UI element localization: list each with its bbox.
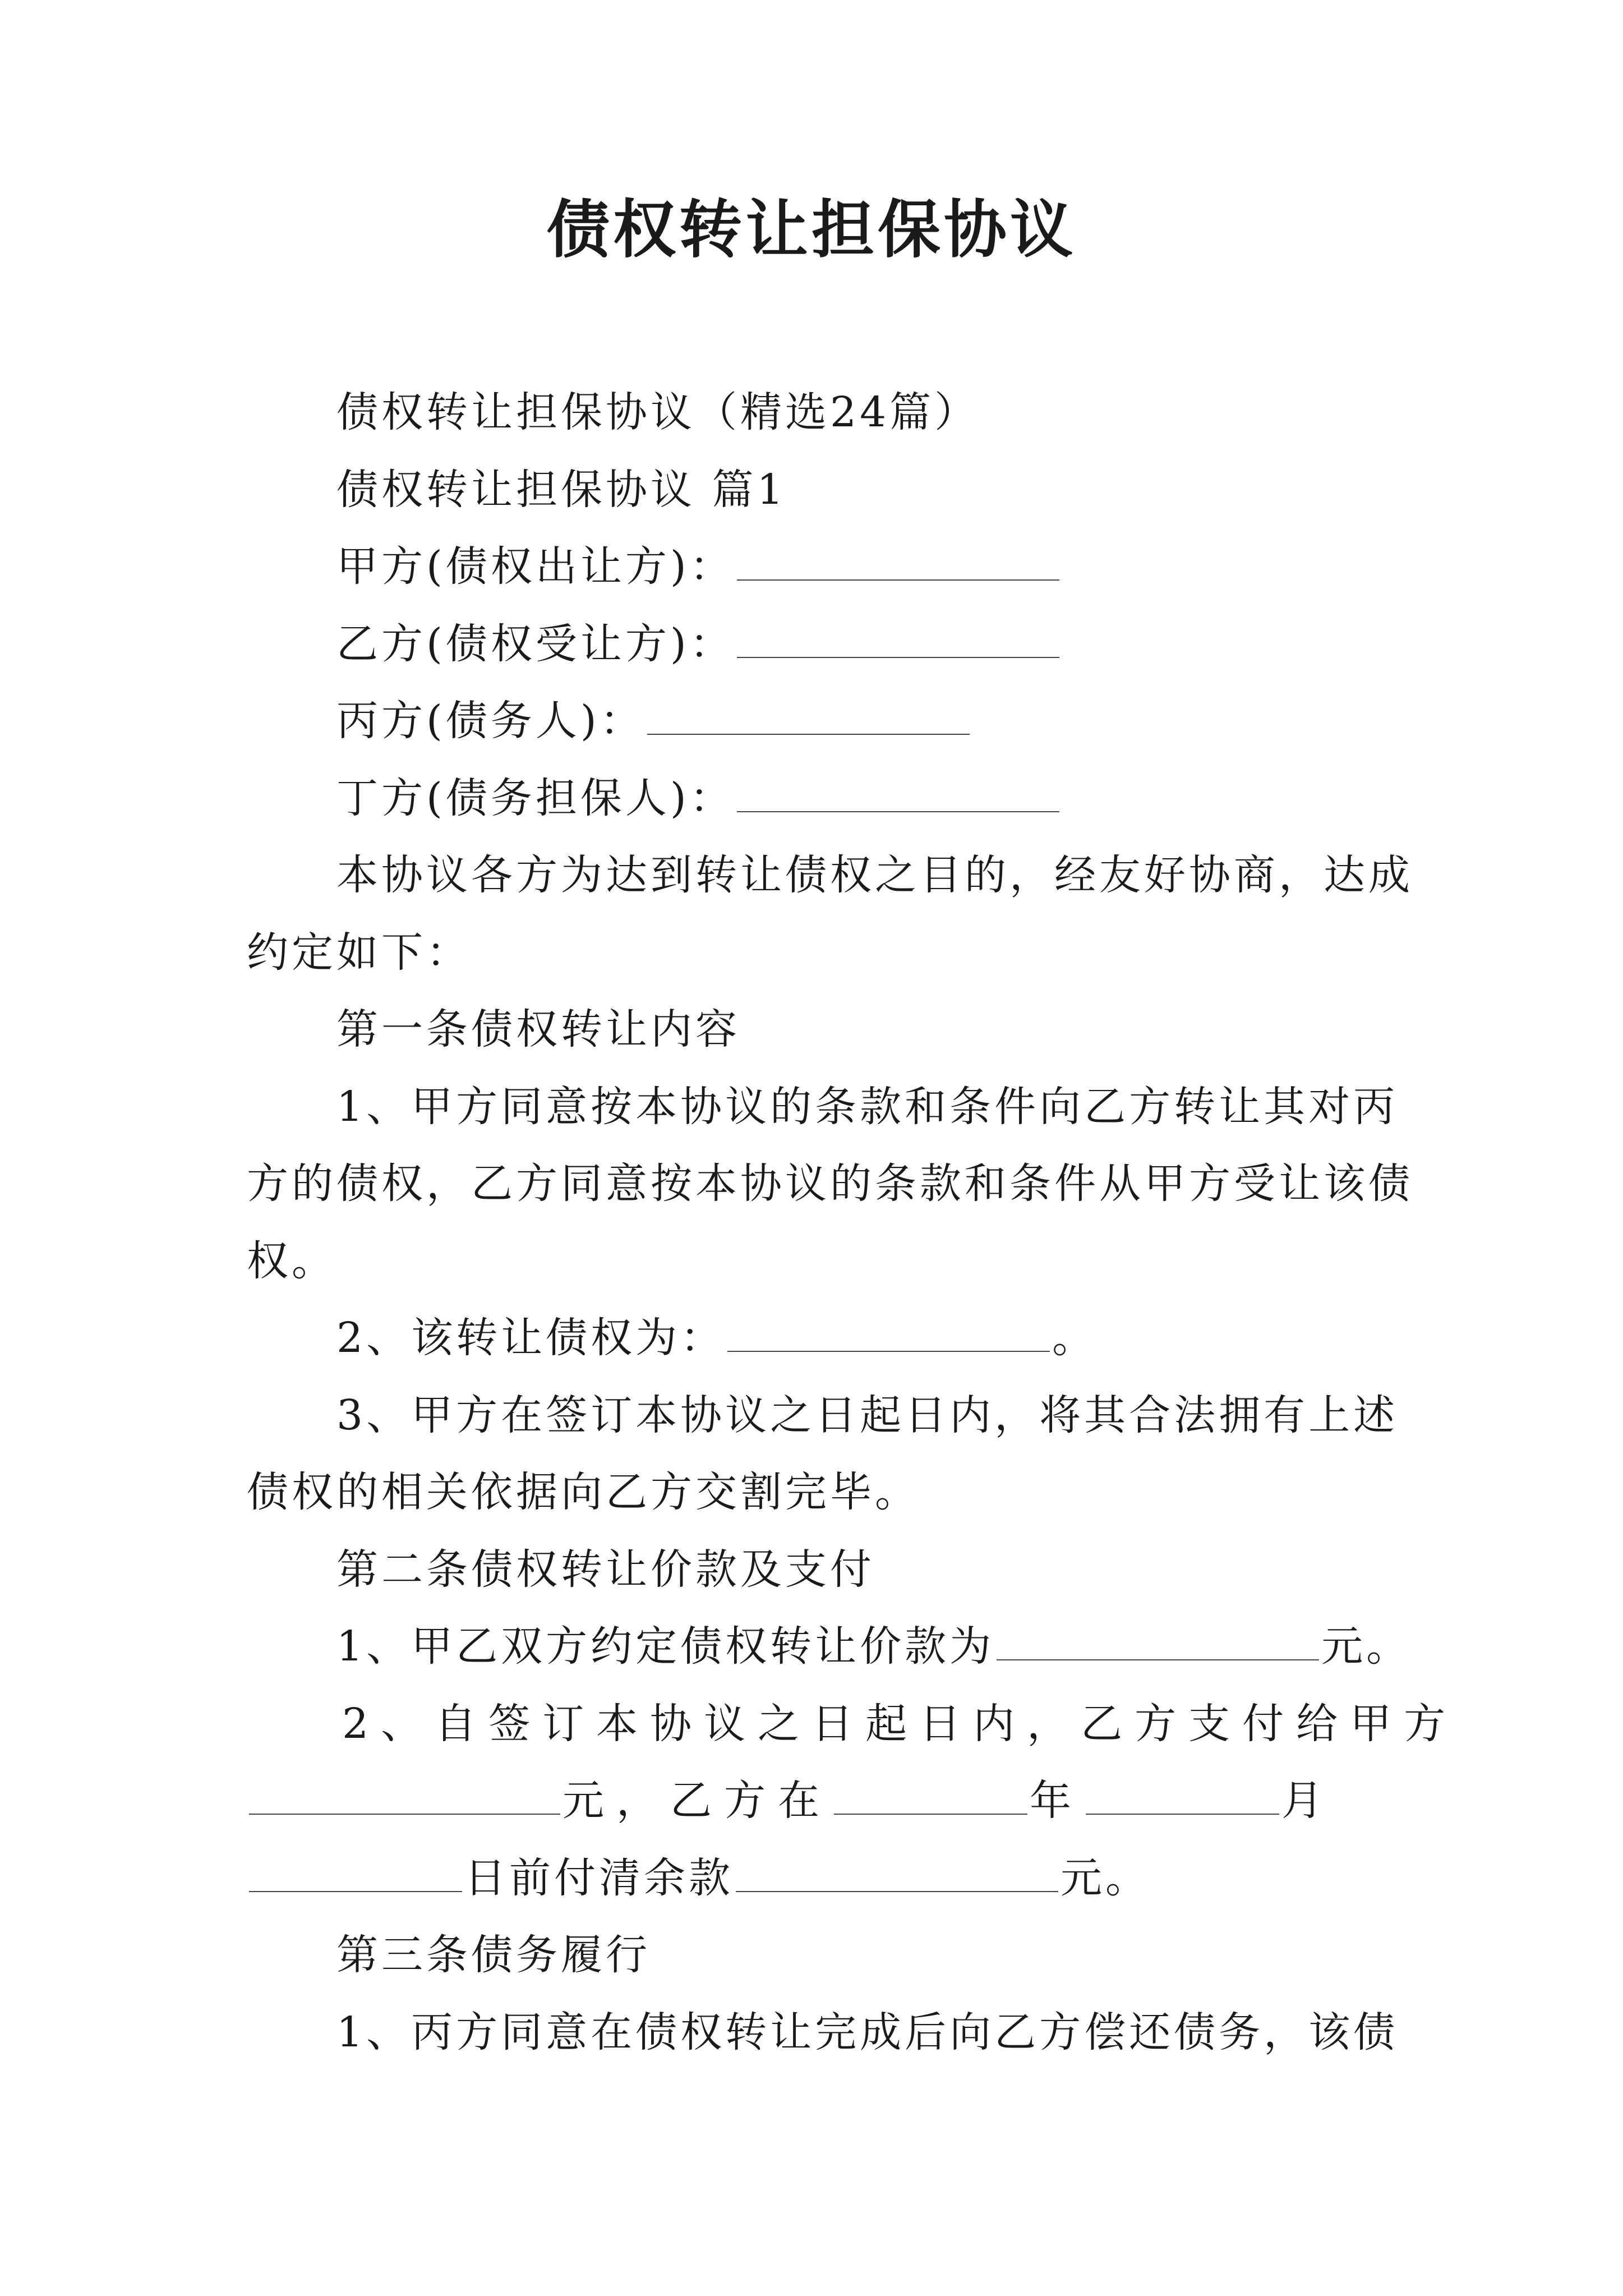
party-b-blank	[737, 618, 1059, 658]
price-unit: 元。	[1321, 1622, 1412, 1671]
party-c-label: 丙方(债务人)：	[336, 697, 645, 745]
article-2-heading: 第二条债权转让价款及支付	[336, 1545, 875, 1594]
month-label: 月	[1281, 1777, 1335, 1825]
year-label: 年	[1030, 1777, 1083, 1825]
clause-2-end: 。	[1052, 1314, 1098, 1362]
article-1-clause-1-line-2: 方的债权，乙方同意按本协议的条款和条件从甲方受让该债	[247, 1159, 1413, 1208]
party-a-label: 甲方(债权出让方)：	[336, 542, 735, 591]
article-3-heading: 第三条债务履行	[336, 1931, 651, 1979]
balance-blank	[736, 1852, 1058, 1892]
clause-2-label: 2、该转让债权为：	[336, 1314, 726, 1362]
article-3-clause-1-line-1: 1、丙方同意在债权转让完成后向乙方偿还债务，该债	[336, 2008, 1399, 2056]
party-c-blank	[647, 694, 970, 735]
price-label: 1、甲乙双方约定债权转让价款为	[336, 1622, 995, 1671]
article-2-clause-2-line-2	[247, 1770, 1335, 1832]
balance-label: 日前付清余款	[464, 1854, 734, 1902]
document-title: 债权转让担保协议	[547, 194, 1076, 266]
balance-unit: 元。	[1061, 1854, 1150, 1902]
article-1-clause-2	[336, 1307, 1097, 1369]
subtitle-collection: 债权转让担保协议（精选24篇）	[336, 388, 980, 436]
article-1-clause-1-line-1: 1、甲方同意按本协议的条款和条件向乙方转让其对丙	[336, 1083, 1399, 1131]
year-blank	[834, 1774, 1027, 1815]
party-d-line	[336, 767, 1062, 829]
party-a-blank	[737, 540, 1059, 581]
article-1-clause-3-line-2: 债权的相关依据向乙方交割完毕。	[247, 1468, 920, 1516]
month-blank	[1086, 1774, 1279, 1815]
price-blank	[997, 1620, 1319, 1660]
article-1-clause-3-line-1: 3、甲方在签订本协议之日起日内，将其合法拥有上述	[336, 1391, 1399, 1439]
transfer-claim-blank	[727, 1312, 1050, 1352]
party-b-line	[336, 613, 1062, 675]
party-b-label: 乙方(债权受让方)：	[336, 620, 735, 668]
article-2-clause-2-line-3	[247, 1847, 1150, 1909]
article-2-clause-2-line-1: 2、自签订本协议之日起日内，乙方支付给甲方	[342, 1700, 1458, 1748]
day-blank	[249, 1852, 462, 1892]
party-d-label: 丁方(债务担保人)：	[336, 774, 735, 822]
party-a-line	[336, 536, 1062, 597]
article-2-clause-1	[336, 1616, 1411, 1677]
article-1-heading: 第一条债权转让内容	[336, 1005, 740, 1053]
article-1-clause-1-line-3: 权。	[247, 1237, 336, 1285]
preamble-line-2: 约定如下：	[247, 928, 471, 977]
preamble-line-1: 本协议各方为达到转让债权之目的，经友好协商，达成	[336, 851, 1413, 899]
party-c-line	[336, 690, 972, 752]
party-d-blank	[737, 772, 1059, 812]
subtitle-article: 债权转让担保协议 篇1	[336, 466, 787, 514]
payment-amount-unit: 元，乙方在	[562, 1777, 832, 1825]
payment-amount-blank	[249, 1774, 560, 1815]
